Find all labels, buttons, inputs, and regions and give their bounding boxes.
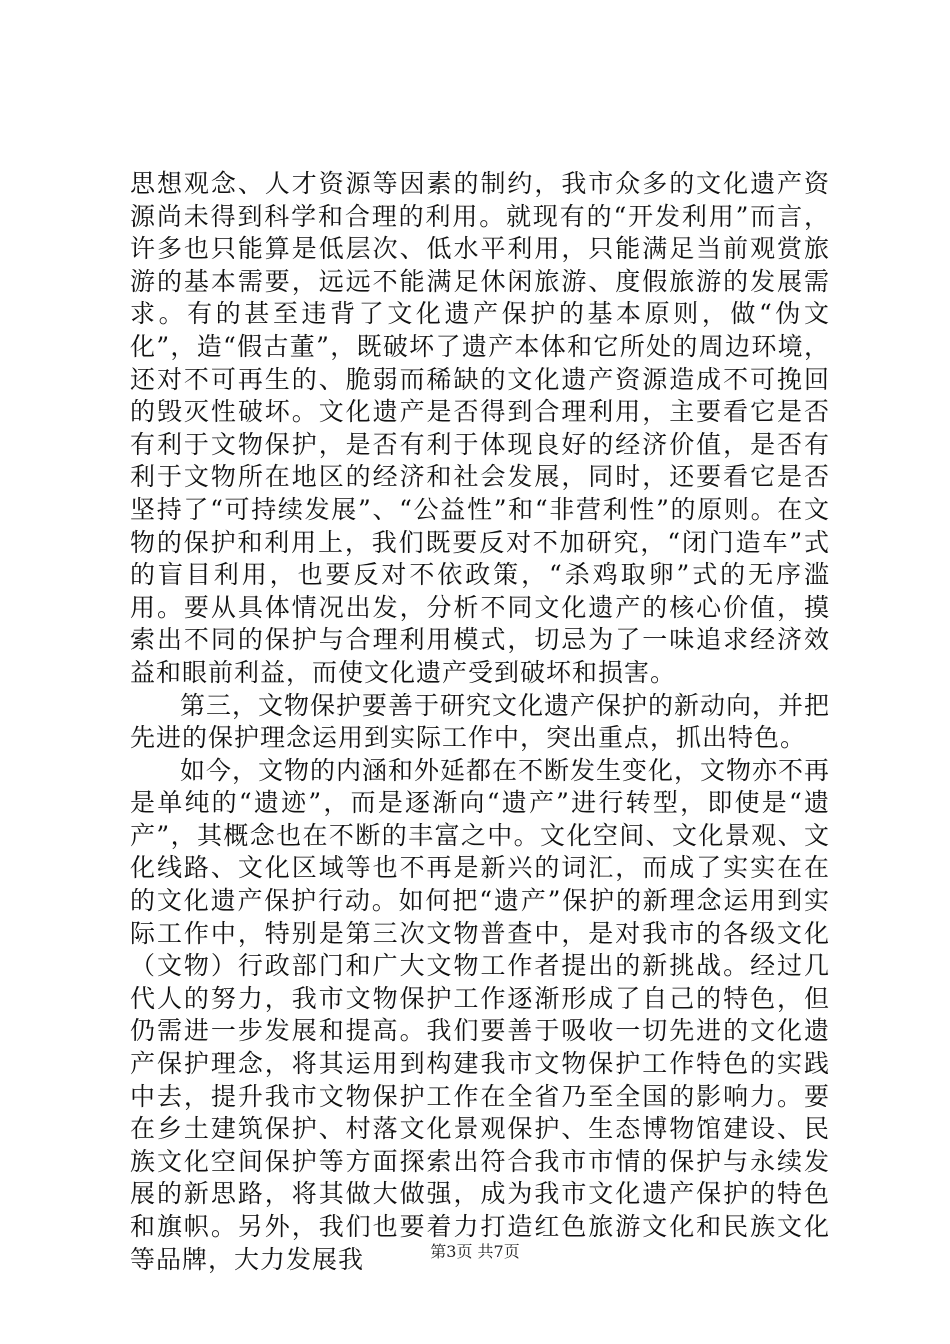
page-footer: 第3页 共7页 <box>430 1242 520 1261</box>
paragraph-1: 思想观念、人才资源等因素的制约，我市众多的文化遗产资源尚未得到科学和合理的利用。就现有的“开发利用”而言，许多也只能算是低层次、低水平利用，只能满足当前观赏旅游的基本需要，远远不能满足休闲旅游、度假旅游的发展需求。有的甚至违背了文化遗产保护的基本原则，做“伪文化”，造“假古董”，既破坏了遗产本体和它所处的周边环境，还对不可再生的、脆弱而稀缺的文化遗产资源造成不可挽回的毁灭性破坏。文化遗产是否得到合理利用，主要看它是否有利于文物保护，是否有利于体现良好的经济价值，是否有利于文物所在地区的经济和社会发展，同时，还要看它是否坚持了“可持续发展”、“公益性”和“非营利性”的原则。在文物的保护和利用上，我们既要反对不加研究，“闭门造车”式的盲目利用，也要反对不依政策，“杀鸡取卵”式的无序滥用。要从具体情况出发，分析不同文化遗产的核心价值，摸索出不同的保护与合理利用模式，切忌为了一味追求经济效益和眼前利益，而使文化遗产受到破坏和损害。 <box>130 169 830 687</box>
document-body <box>130 168 830 1276</box>
paragraph-2: 第三，文物保护要善于研究文化遗产保护的新动向，并把先进的保护理念运用到实际工作中，突出重点，抓出特色。 <box>130 690 831 753</box>
paragraph-3: 如今，文物的内涵和外延都在不断发生变化，文物亦不再是单纯的“遗迹”，而是逐渐向“遗产”进行转型，即使是“遗产”，其概念也在不断的丰富之中。文化空间、文化景观、文化线路、文化区域等也不再是新兴的词汇，而成了实实在在的文化遗产保护行动。如何把“遗产”保护的新理念运用到实际工作中，特别是第三次文物普查中，是对我市的各级文化（文物）行政部门和广大文物工作者提出的新挑战。经过几代人的努力，我市文物保护工作逐渐形成了自己的特色，但仍需进一步发展和提高。我们要善于吸收一切先进的文化遗产保护理念，将其运用到构建我市文物保护工作特色的实践中去，提升我市文物保护工作在全省乃至全国的影响力。要在乡土建筑保护、村落文化景观保护、生态博物馆建设、民族文化空间保护等方面探索出符合我市市情的保护与永续发展的新思路，将其做大做强，成为我市文化遗产保护的特色和旗帜。另外，我们也要着力打造红色旅游文化和民族文化等品牌，大力发展我 <box>130 755 831 1274</box>
